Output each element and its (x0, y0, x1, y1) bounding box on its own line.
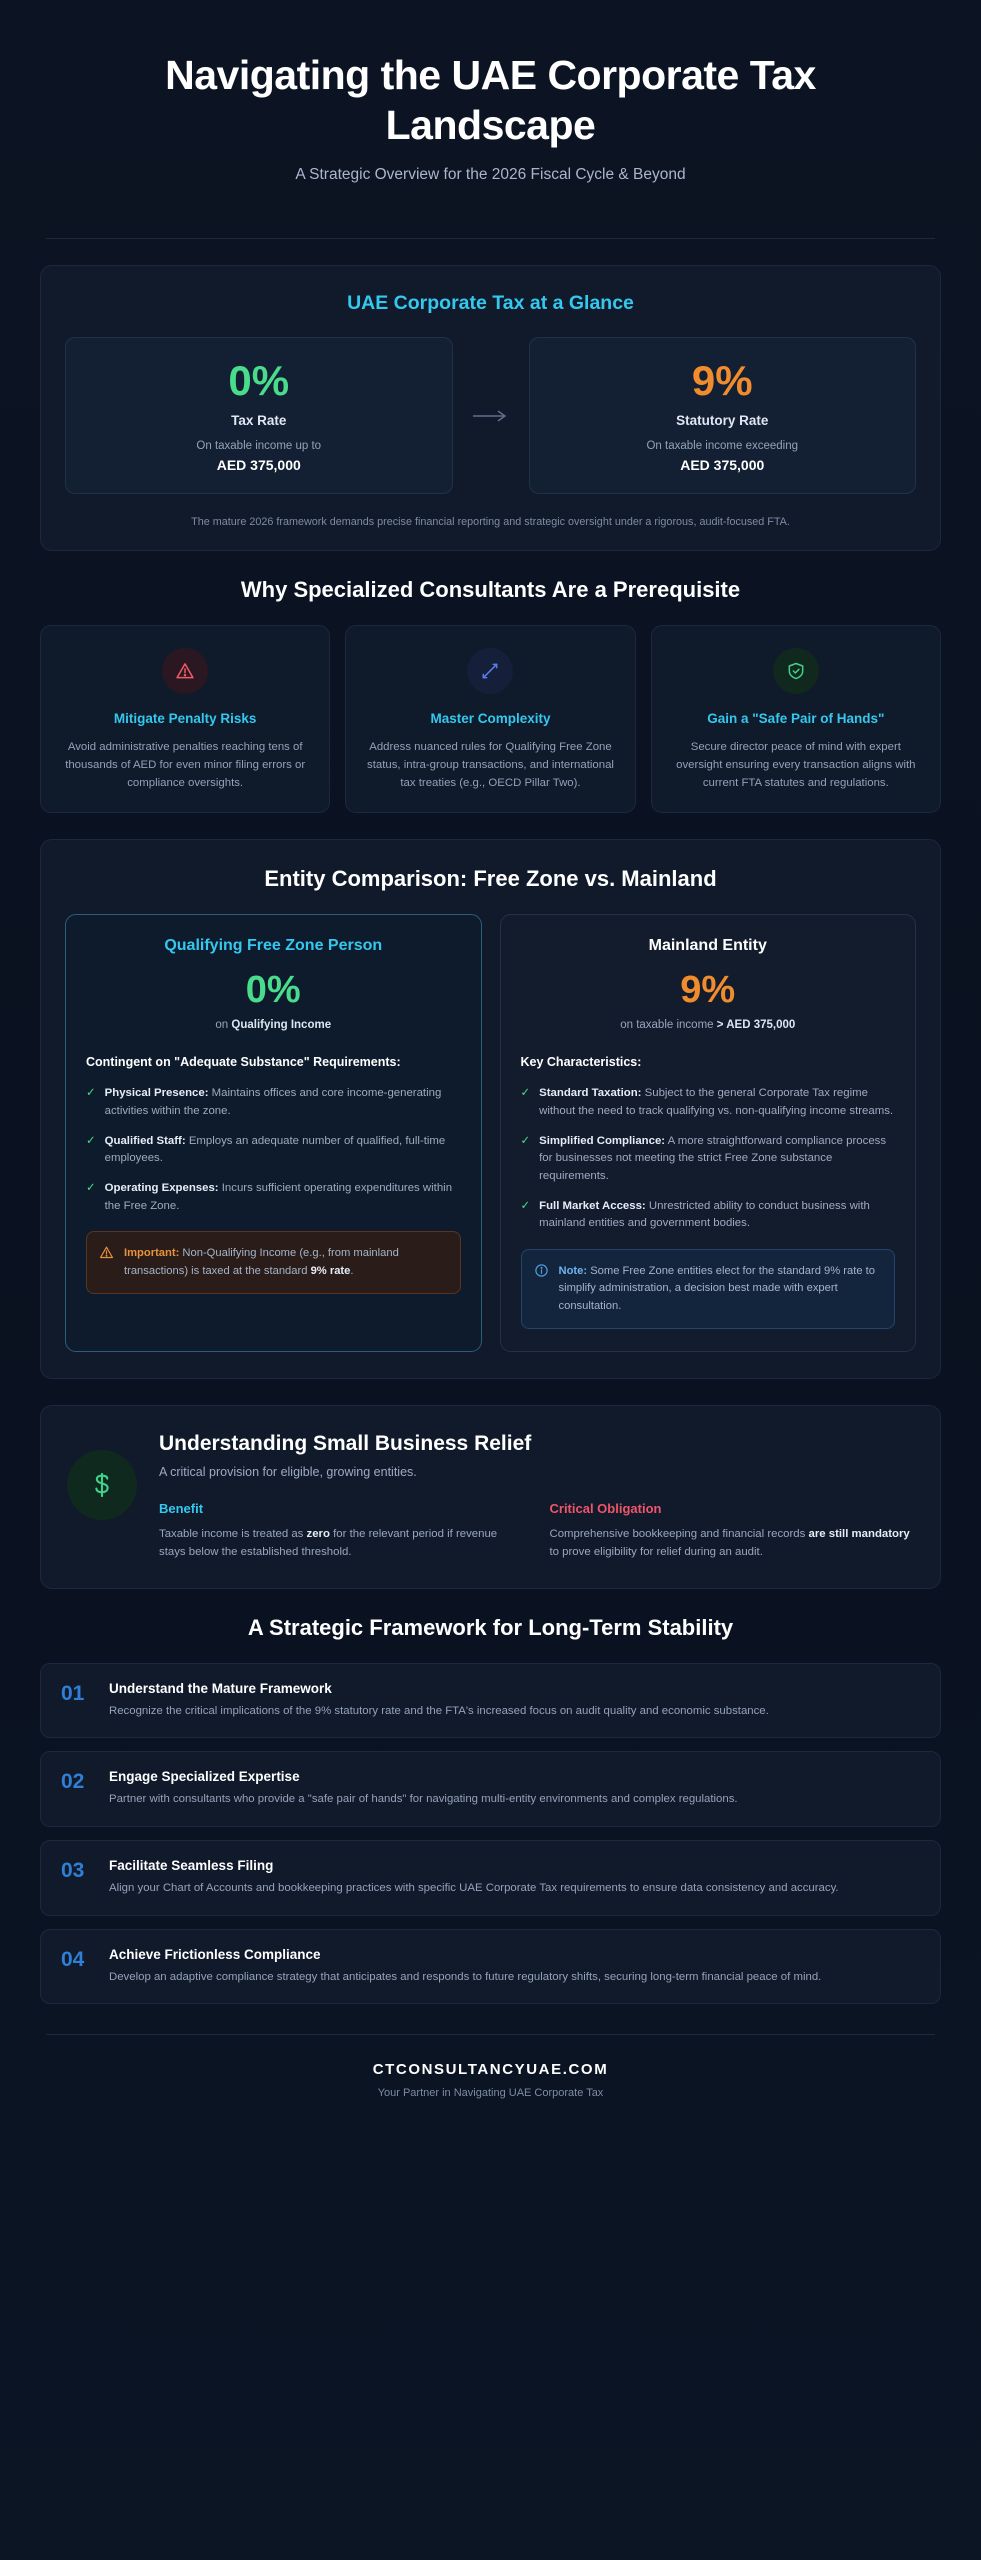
why-card-complexity (345, 625, 635, 813)
statutory-rate-value: 9% (691, 357, 753, 405)
note-label: Important: (124, 1247, 180, 1260)
mainland-rate: 9% (680, 969, 736, 1012)
check-icon: ✓ (520, 1087, 531, 1100)
free-zone-requirements-heading: Contingent on "Adequate Substance" Requirements: (86, 1055, 401, 1070)
check-icon: ✓ (86, 1182, 96, 1195)
relief-benefit (159, 1501, 524, 1562)
mainland-title: Mainland Entity (648, 937, 767, 955)
list-item-text: Unrestricted ability to conduct business with mainland entities and government bodies. (539, 1199, 870, 1230)
list-item-label: Simplified Compliance: (539, 1134, 666, 1147)
relief-benefit-bold: zero (306, 1528, 330, 1541)
money-growth-icon (67, 1450, 137, 1520)
free-zone-rate-sub-prefix: on (215, 1019, 232, 1032)
relief-benefit-post: for the relevant period if revenue stays below the established threshold. (159, 1528, 498, 1559)
info-circle-icon (534, 1263, 549, 1315)
relief-title: Understanding Small Business Relief (159, 1432, 532, 1456)
why-card-title: Master Complexity (430, 711, 551, 727)
glance-footnote: The mature 2026 framework demands precise financial reporting and strategic oversight under a rigorous, audit-focused FTA. (191, 516, 790, 529)
zero-rate-amount: AED 375,000 (216, 457, 301, 474)
check-icon: ✓ (86, 1087, 96, 1100)
relief-obligation-title: Critical Obligation (549, 1501, 662, 1517)
list-item-label: Full Market Access: (539, 1199, 646, 1212)
entity-heading: Entity Comparison: Free Zone vs. Mainland (264, 866, 717, 892)
statutory-rate-box (529, 337, 917, 494)
list-item-label: Operating Expenses: (104, 1182, 219, 1195)
mainland-rate-sub-bold: > AED 375,000 (716, 1019, 796, 1032)
relief-benefit-title: Benefit (159, 1501, 204, 1517)
list-item (86, 1085, 461, 1120)
hero-header (40, 34, 941, 214)
zero-rate-box (65, 337, 453, 494)
list-item (86, 1133, 461, 1168)
framework-heading: A Strategic Framework for Long-Term Stability (247, 1614, 734, 1640)
list-item (40, 1840, 941, 1916)
note-highlight: 9% rate (310, 1264, 351, 1277)
list-item (86, 1180, 461, 1215)
tax-at-a-glance-card (40, 265, 941, 551)
relief-lede: A critical provision for eligible, growing entities. (159, 1465, 417, 1480)
list-item (521, 1133, 896, 1186)
note-label: Note: (558, 1265, 588, 1278)
step-body: Partner with consultants who provide a "safe pair of hands" for navigating multi-entity environments and complex regulations. (109, 1793, 738, 1806)
mainland-column (500, 914, 917, 1352)
list-item-text: Subject to the general Corporate Tax regime without the need to track qualifying vs. non-qualifying income streams. (539, 1087, 894, 1118)
why-card-safe-hands (651, 625, 941, 813)
note-text: Some Free Zone entities elect for the standard 9% rate to simplify administration, a decision best made with expert consultation. (558, 1265, 876, 1312)
check-icon: ✓ (520, 1199, 531, 1212)
note-text: Non-Qualifying Income (e.g., from mainland transactions) is taxed at the standard (124, 1247, 399, 1277)
rate-comparison-row (65, 337, 916, 494)
list-item-text: Employs an adequate number of qualified, full-time employees. (104, 1134, 446, 1165)
alert-triangle-icon (99, 1245, 114, 1280)
framework-section (40, 1615, 941, 2005)
step-body: Align your Chart of Accounts and bookkeeping practices with specific UAE Corporate Tax requirements to ensure data consistency and accuracy. (109, 1882, 839, 1895)
free-zone-important-note (86, 1231, 461, 1294)
list-item-text: Incurs sufficient operating expenditures within the Free Zone. (104, 1182, 453, 1212)
page-title: Navigating the UAE Corporate Tax Landscape (165, 52, 816, 149)
list-item-label: Standard Taxation: (539, 1087, 642, 1100)
note-tail: . (350, 1264, 354, 1277)
relief-obligation-post: to prove eligibility for relief during an audit. (549, 1546, 763, 1559)
mainland-rate-sub (521, 1019, 896, 1031)
shuffle-arrows-icon (467, 648, 513, 694)
why-card-body: Address nuanced rules for Qualifying Free Zone status, intra-group transactions, and international tax treaties (e.g., OECD Pillar Two). (367, 741, 614, 789)
why-card-body: Avoid administrative penalties reaching tens of thousands of AED for even minor filing errors or compliance oversights. (65, 741, 306, 789)
step-title: Engage Specialized Expertise (109, 1769, 300, 1785)
zero-rate-desc: On taxable income up to (196, 440, 322, 453)
relief-benefit-pre: Taxable income is treated as (159, 1528, 307, 1541)
relief-obligation-bold: are still mandatory (808, 1528, 910, 1541)
step-title: Understand the Mature Framework (109, 1680, 332, 1696)
list-item (40, 1929, 941, 2005)
header-divider (46, 238, 935, 239)
alert-triangle-icon (162, 648, 208, 694)
list-item-label: Physical Presence: (104, 1087, 209, 1100)
why-consultants-section (40, 577, 941, 813)
step-number: 01 (61, 1681, 85, 1705)
footer-tagline: Your Partner in Navigating UAE Corporate Tax (377, 2087, 604, 2100)
step-body: Recognize the critical implications of the 9% statutory rate and the FTA's increased focus on audit quality and economic substance. (109, 1704, 769, 1717)
entity-comparison-card (40, 839, 941, 1379)
statutory-rate-label: Statutory Rate (676, 413, 769, 429)
statutory-rate-amount: AED 375,000 (680, 457, 765, 474)
statutory-rate-desc: On taxable income exceeding (646, 440, 798, 453)
relief-content (159, 1432, 914, 1562)
entity-columns (65, 914, 916, 1352)
glance-heading: UAE Corporate Tax at a Glance (347, 292, 634, 315)
why-card-title: Mitigate Penalty Risks (113, 711, 257, 727)
list-item (521, 1198, 896, 1233)
why-cards-grid (40, 625, 941, 813)
step-number: 04 (61, 1947, 85, 1971)
list-item-text: A more straightforward compliance process for businesses not meeting the strict Free Zone substance requirements. (539, 1134, 887, 1183)
mainland-characteristics-heading: Key Characteristics: (520, 1055, 642, 1070)
list-item-text: Maintains offices and core income-generating activities within the zone. (104, 1087, 442, 1118)
shield-check-icon (773, 648, 819, 694)
list-item (40, 1751, 941, 1827)
relief-obligation (550, 1501, 915, 1562)
step-body: Develop an adaptive compliance strategy that anticipates and responds to future regulatory shifts, securing long-term financial peace of mind. (109, 1970, 822, 1983)
zero-rate-label: Tax Rate (231, 413, 287, 429)
list-item-label: Qualified Staff: (104, 1134, 186, 1147)
mainland-note (521, 1249, 896, 1329)
arrow-right-icon (453, 337, 529, 494)
why-card-title: Gain a "Safe Pair of Hands" (707, 711, 885, 727)
step-title: Facilitate Seamless Filing (109, 1858, 274, 1874)
free-zone-title: Qualifying Free Zone Person (164, 937, 383, 955)
step-number: 02 (61, 1770, 85, 1794)
list-item (521, 1085, 896, 1120)
framework-steps (40, 1663, 941, 2005)
zero-rate-value: 0% (228, 357, 290, 405)
why-heading: Why Specialized Consultants Are a Prerequisite (240, 577, 741, 603)
mainland-rate-sub-prefix: on taxable income (620, 1019, 717, 1032)
page-subtitle: A Strategic Overview for the 2026 Fiscal Cycle & Beyond (295, 166, 686, 184)
free-zone-column (65, 914, 482, 1352)
step-number: 03 (61, 1859, 85, 1883)
list-item (40, 1663, 941, 1739)
free-zone-rate-sub-bold: Qualifying Income (231, 1019, 332, 1032)
free-zone-rate: 0% (245, 969, 301, 1012)
relief-obligation-pre: Comprehensive bookkeeping and financial records (549, 1528, 809, 1541)
why-card-penalties (40, 625, 330, 813)
check-icon: ✓ (520, 1134, 531, 1147)
why-card-body: Secure director peace of mind with expert oversight ensuring every transaction aligns with current FTA statutes and regulations. (676, 741, 916, 789)
footer-domain[interactable]: CTCONSULTANCYUAE.COM (372, 2061, 609, 2079)
check-icon: ✓ (86, 1134, 96, 1147)
small-business-relief-card (40, 1405, 941, 1589)
relief-columns (159, 1501, 914, 1562)
page-footer (40, 2035, 941, 2133)
free-zone-rate-sub (86, 1019, 461, 1031)
step-title: Achieve Frictionless Compliance (109, 1946, 321, 1962)
